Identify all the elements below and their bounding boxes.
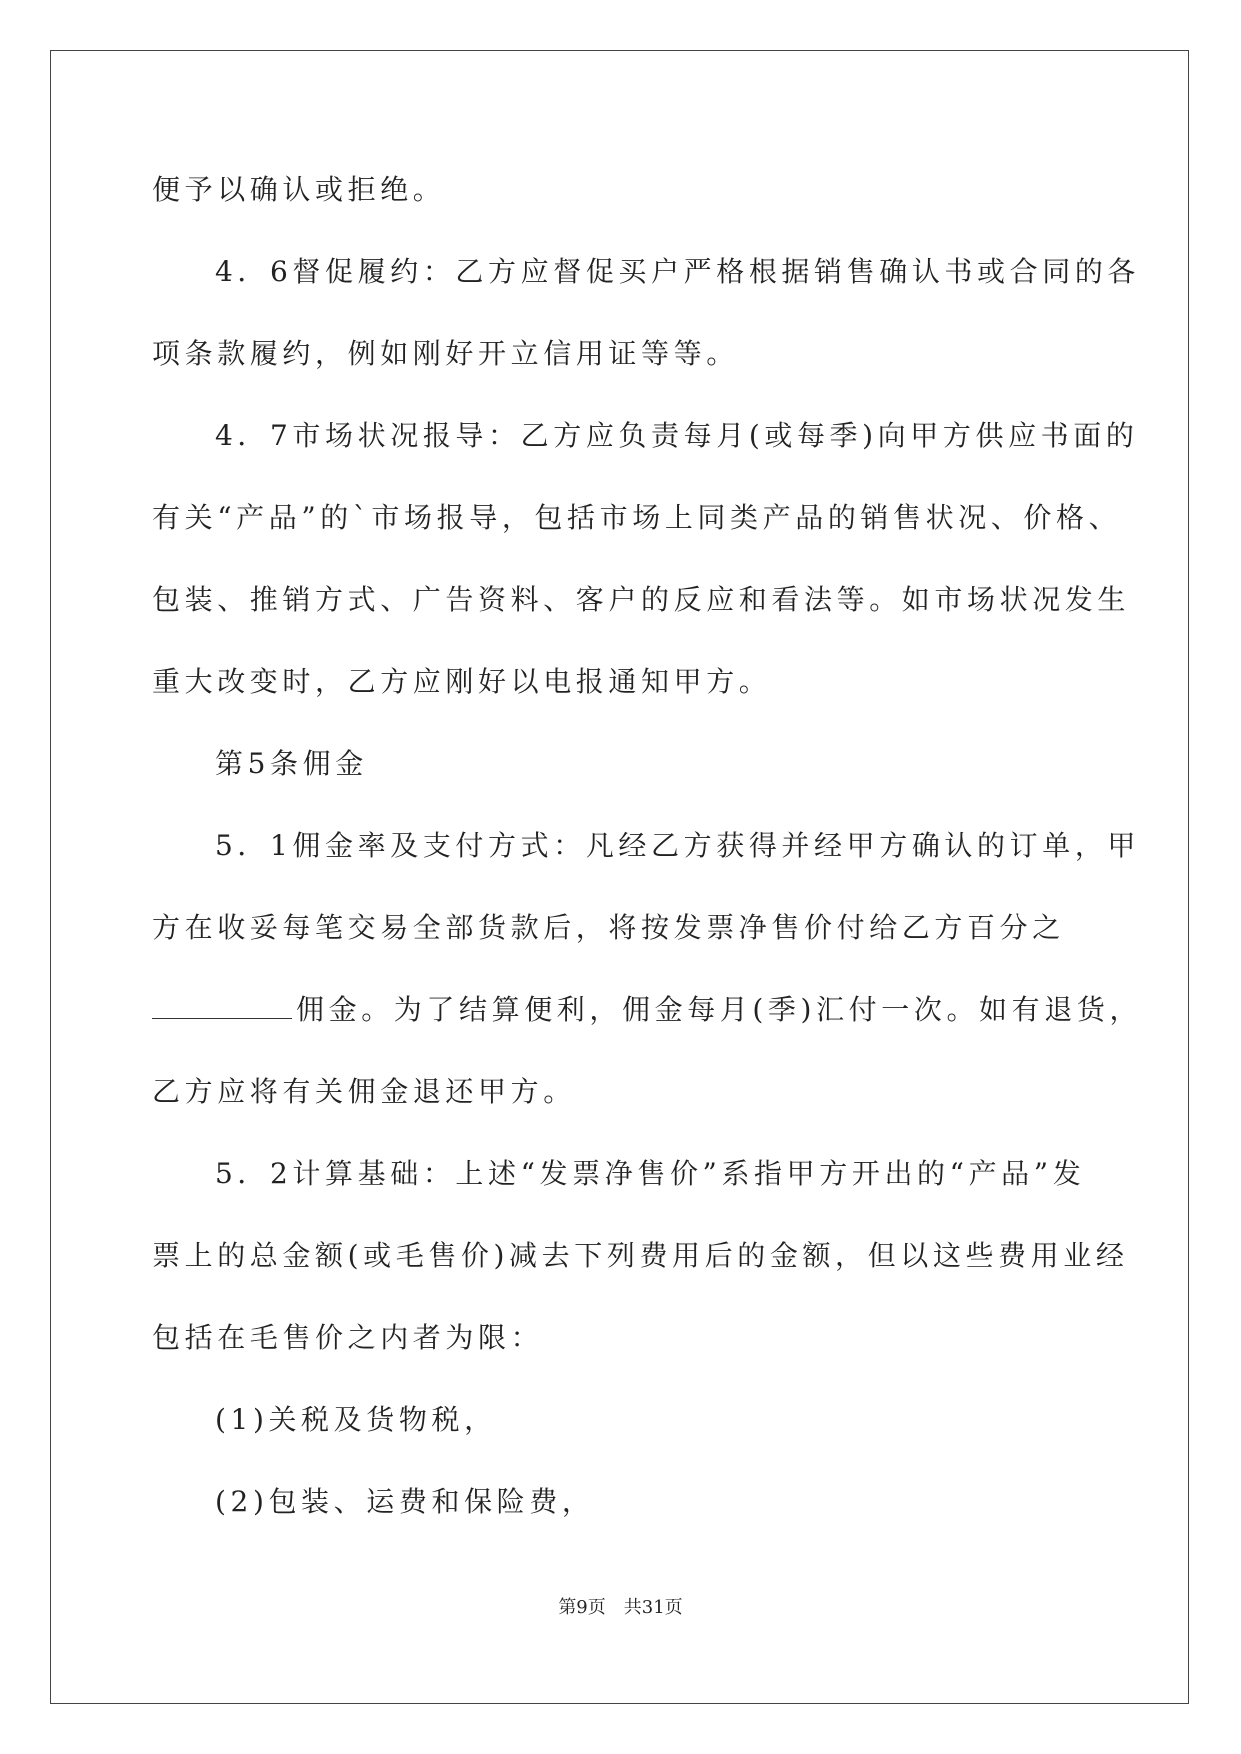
text-line-2: 4．6督促履约：乙方应督促买户严格根据销售确认书或合同的各 <box>215 255 1141 288</box>
text-line-7: 重大改变时，乙方应刚好以电报通知甲方。 <box>152 665 772 698</box>
list-item-2: (2)包装、运费和保险费， <box>215 1485 595 1518</box>
page-number-footer: 第9页 共31页 <box>558 1597 683 1618</box>
text-line-14: 票上的总金额(或毛售价)减去下列费用后的金额，但以这些费用业经 <box>152 1239 1129 1272</box>
text-line-10: 方在收妥每笔交易全部货款后，将按发票净售价付给乙方百分之 <box>152 911 1065 944</box>
text-line-9: 5．1佣金率及支付方式：凡经乙方获得并经甲方确认的订单，甲 <box>215 829 1141 862</box>
text-line-15: 包括在毛售价之内者为限： <box>152 1321 544 1354</box>
text-line-4: 4．7市场状况报导：乙方应负责每月(或每季)向甲方供应书面的 <box>215 419 1139 452</box>
text-line-5: 有关“产品”的`市场报导，包括市场上同类产品的销售状况、价格、 <box>152 501 1122 534</box>
section-heading-5: 第5条佣金 <box>215 747 368 780</box>
page-border <box>50 50 1189 1704</box>
fill-in-blank <box>152 992 292 1019</box>
text-line-11-content: 佣金。为了结算便利，佣金每月(季)汇付一次。如有退货， <box>296 993 1143 1026</box>
text-line-1: 便予以确认或拒绝。 <box>152 173 446 206</box>
list-item-1: (1)关税及货物税， <box>215 1403 497 1436</box>
text-line-6: 包装、推销方式、广告资料、客户的反应和看法等。如市场状况发生 <box>152 583 1131 616</box>
text-line-13: 5．2计算基础：上述“发票净售价”系指甲方开出的“产品”发 <box>215 1157 1086 1190</box>
text-line-11 <box>152 990 1143 1030</box>
text-line-3: 项条款履约，例如刚好开立信用证等等。 <box>152 337 739 370</box>
text-line-12: 乙方应将有关佣金退还甲方。 <box>152 1075 576 1108</box>
